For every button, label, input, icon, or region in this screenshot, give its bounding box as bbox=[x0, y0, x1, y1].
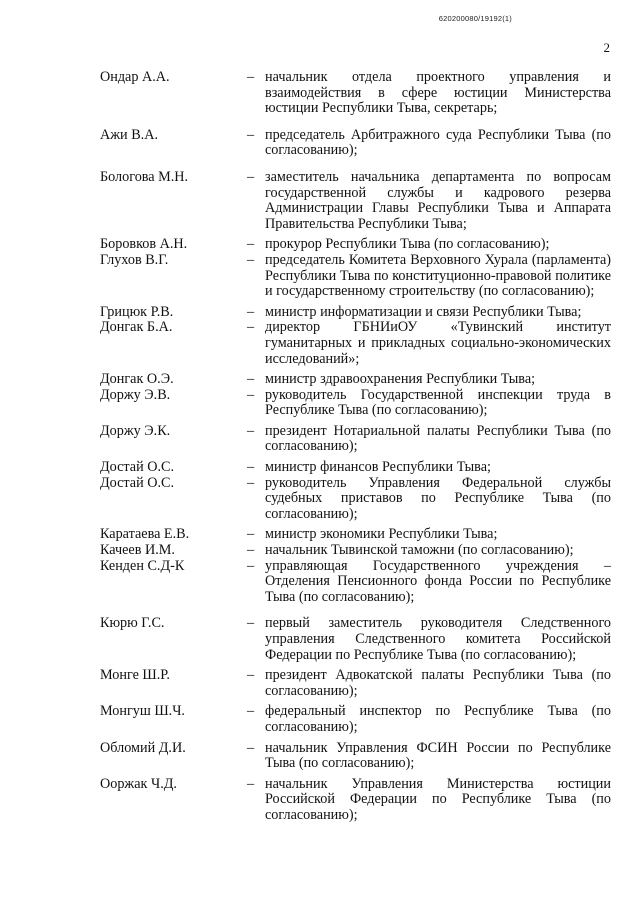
dash-separator: – bbox=[247, 168, 255, 185]
member-role: председатель Арбитражного суда Республики Тыва (по согласованию); bbox=[265, 126, 611, 159]
member-role: начальник отдела проектного управления и взаимодействия в сфере юстиции Министерства юстиции Республики Тыва, секретарь; bbox=[265, 69, 611, 117]
member-name: Донгак Б.А. bbox=[100, 319, 173, 336]
dash-separator: – bbox=[247, 386, 255, 403]
dash-separator: – bbox=[247, 542, 255, 559]
dash-separator: – bbox=[247, 474, 255, 491]
member-role: первый заместитель руководителя Следственного управления Следственного комитета Российской Федерации по Республике Тыва (по согласованию); bbox=[265, 615, 611, 663]
member-role: начальник Управления Министерства юстиции Российской Федерации по Республике Тыва (по согласованию); bbox=[265, 775, 611, 823]
member-role: заместитель начальника департамента по вопросам государственной службы и кадрового резерва Администрации Главы Республики Тыва и Аппарата Правительства Республики Тыва; bbox=[265, 168, 611, 232]
dash-separator: – bbox=[247, 422, 255, 439]
list-item bbox=[0, 777, 640, 824]
dash-separator: – bbox=[247, 775, 255, 792]
member-name: Грицюк Р.В. bbox=[100, 303, 174, 320]
member-role: федеральный инспектор по Республике Тыва (по согласованию); bbox=[265, 703, 611, 735]
member-role: руководитель Управления Федеральной службы судебных приставов по Республике Тыва (по согласованию); bbox=[265, 474, 611, 522]
member-role: министр экономики Республики Тыва; bbox=[265, 526, 498, 543]
member-role: прокурор Республики Тыва (по согласованию); bbox=[265, 236, 550, 253]
member-role: министр здравоохранения Республики Тыва; bbox=[265, 371, 536, 388]
list-item bbox=[0, 460, 640, 476]
list-item bbox=[0, 543, 640, 559]
dash-separator: – bbox=[247, 526, 255, 543]
dash-separator: – bbox=[247, 69, 255, 85]
list-item bbox=[0, 527, 640, 543]
member-role: начальник Тывинской таможни (по согласованию); bbox=[265, 542, 574, 559]
list-item bbox=[0, 128, 640, 159]
dash-separator: – bbox=[247, 251, 255, 268]
dash-separator: – bbox=[247, 126, 255, 143]
member-name: Ондар А.А. bbox=[100, 69, 170, 85]
list-item bbox=[0, 559, 640, 606]
member-role: министр финансов Республики Тыва; bbox=[265, 459, 491, 476]
list-item bbox=[0, 253, 640, 300]
list-item bbox=[0, 70, 640, 117]
list-item bbox=[0, 668, 640, 699]
document-id: 620200080/19192(1) bbox=[438, 14, 512, 23]
member-name: Достай О.С. bbox=[100, 474, 175, 491]
member-list bbox=[0, 70, 640, 824]
dash-separator: – bbox=[247, 615, 255, 632]
member-role: управляющая Государственного учреждения – Отделения Пенсионного фонда России по Республике Тыва (по согласованию); bbox=[265, 557, 611, 605]
member-name: Кенден С.Д-К bbox=[100, 557, 185, 574]
member-name: Ажи В.А. bbox=[100, 126, 158, 143]
member-name: Качеев И.М. bbox=[100, 542, 175, 559]
dash-separator: – bbox=[247, 319, 255, 336]
list-item bbox=[0, 305, 640, 321]
member-role: президент Нотариальной палаты Республики Тыва (по согласованию); bbox=[265, 422, 611, 455]
member-name: Глухов В.Г. bbox=[100, 251, 169, 268]
list-item bbox=[0, 237, 640, 253]
dash-separator: – bbox=[247, 459, 255, 476]
dash-separator: – bbox=[247, 703, 255, 720]
list-item bbox=[0, 388, 640, 419]
member-name: Ооржак Ч.Д. bbox=[100, 775, 177, 792]
list-item bbox=[0, 424, 640, 455]
dash-separator: – bbox=[247, 557, 255, 574]
member-name: Кюрю Г.С. bbox=[100, 615, 165, 632]
member-name: Достай О.С. bbox=[100, 459, 175, 476]
list-item bbox=[0, 741, 640, 772]
list-item bbox=[0, 372, 640, 388]
dash-separator: – bbox=[247, 667, 255, 684]
dash-separator: – bbox=[247, 303, 255, 320]
dash-separator: – bbox=[247, 236, 255, 253]
page-number: 2 bbox=[603, 40, 610, 55]
list-item bbox=[0, 616, 640, 663]
member-role: руководитель Государственной инспекции труда в Республике Тыва (по согласованию); bbox=[265, 386, 611, 419]
list-item bbox=[0, 704, 640, 735]
member-role: председатель Комитета Верховного Хурала (парламента) Республики Тыва по конституционно-правовой политике и государственному строительству (по согласованию); bbox=[265, 251, 611, 300]
list-item bbox=[0, 170, 640, 232]
member-role: министр информатизации и связи Республики Тыва; bbox=[265, 303, 582, 320]
member-role: президент Адвокатской палаты Республики Тыва (по согласованию); bbox=[265, 667, 611, 699]
member-name: Монгуш Ш.Ч. bbox=[100, 703, 185, 720]
member-name: Донгак О.Э. bbox=[100, 371, 174, 388]
dash-separator: – bbox=[247, 371, 255, 388]
dash-separator: – bbox=[247, 739, 255, 756]
member-name: Обломий Д.И. bbox=[100, 739, 186, 756]
member-name: Доржу Э.В. bbox=[100, 386, 171, 403]
member-name: Доржу Э.К. bbox=[100, 422, 171, 439]
member-name: Бологова М.Н. bbox=[100, 168, 189, 185]
list-item bbox=[0, 320, 640, 367]
member-role: директор ГБНИиОУ «Тувинский институт гуманитарных и прикладных социально-экономических исследований»; bbox=[265, 319, 611, 367]
list-item bbox=[0, 476, 640, 523]
member-role: начальник Управления ФСИН России по Республике Тыва (по согласованию); bbox=[265, 739, 611, 772]
member-name: Монге Ш.Р. bbox=[100, 667, 170, 684]
member-name: Боровков А.Н. bbox=[100, 236, 188, 253]
member-name: Каратаева Е.В. bbox=[100, 526, 190, 543]
